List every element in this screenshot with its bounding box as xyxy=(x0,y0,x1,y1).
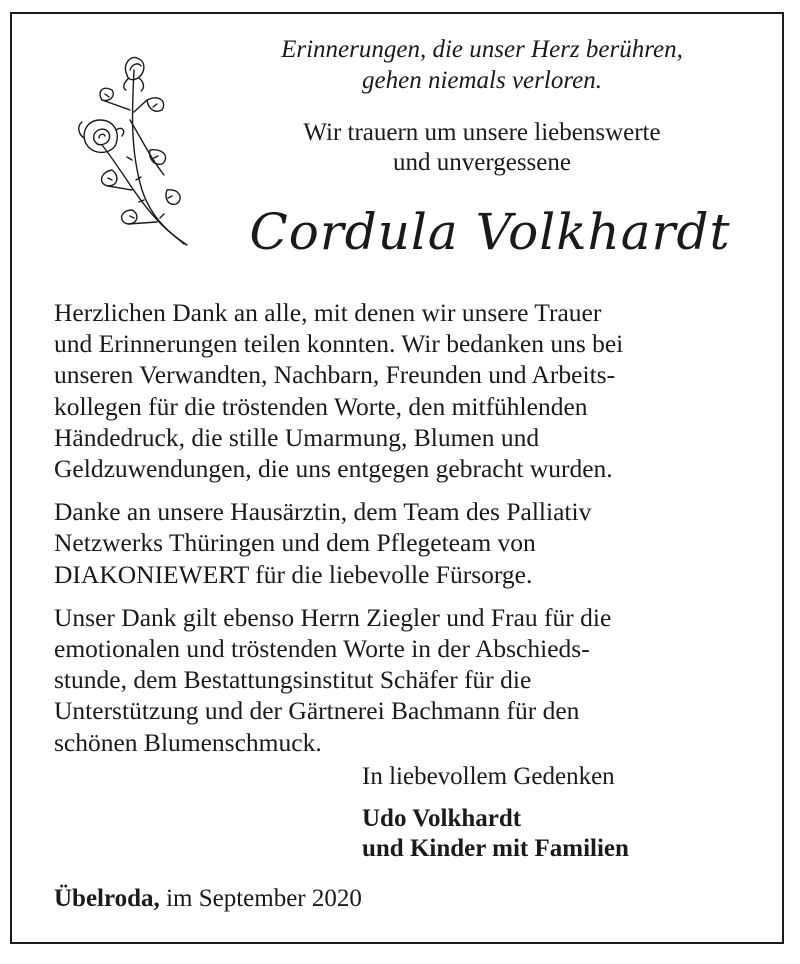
place-date xyxy=(54,884,362,914)
place-town: Übelroda, xyxy=(54,885,160,912)
text-line: unseren Verwandten, Nachbarn, Freunden und Arbeits- xyxy=(54,360,616,390)
place-date-text: im September 2020 xyxy=(166,885,362,912)
intro-line: Wir trauern um unsere liebenswerte xyxy=(303,119,661,146)
motto-line: gehen niemals verloren. xyxy=(362,67,602,94)
signer-family: und Kinder mit Familien xyxy=(362,835,629,862)
closing-phrase: In liebevollem Gedenken xyxy=(362,763,615,790)
rose-illustration-icon xyxy=(72,50,202,250)
text-line: und Erinnerungen teilen konnten. Wir bedanken uns bei xyxy=(54,329,624,359)
intro xyxy=(222,118,742,178)
motto-line: Erinnerungen, die unser Herz berühren, xyxy=(281,36,683,63)
text-line: Händedruck, die stille Umarmung, Blumen und xyxy=(54,422,540,452)
deceased-name: Cordula Volkhardt xyxy=(249,203,731,261)
text-line: Unser Dank gilt ebenso Herrn Ziegler und Frau für die xyxy=(54,602,612,632)
signer-name: Udo Volkhardt xyxy=(362,805,522,832)
thanks-text xyxy=(54,285,754,758)
text-line: Herzlichen Dank an alle, mit denen wir unsere Trauer xyxy=(54,298,602,327)
signers xyxy=(362,804,629,864)
text-line: kollegen für die tröstenden Worte, den mitfühlenden xyxy=(54,391,588,421)
text-line: stunde, dem Bestattungsinstitut Schäfer für die xyxy=(54,665,532,695)
text-line: emotionalen und tröstenden Worte in der Abschieds- xyxy=(54,634,590,664)
text-line: Danke an unsere Hausärztin, dem Team des Palliativ xyxy=(54,497,592,527)
text-line: Geldzuwendungen, die uns entgegen gebracht wurden. xyxy=(54,454,613,484)
text-line: Netzwerks Thüringen und dem Pflegeteam von xyxy=(54,528,536,558)
text-line: schönen Blumenschmuck. xyxy=(54,727,322,757)
intro-line: und unvergessene xyxy=(393,149,571,176)
motto xyxy=(222,34,742,96)
text-line: Unterstützung und der Gärtnerei Bachmann für den xyxy=(54,696,580,726)
text-line: DIAKONIEWERT für die liebevolle Fürsorge. xyxy=(54,559,533,589)
